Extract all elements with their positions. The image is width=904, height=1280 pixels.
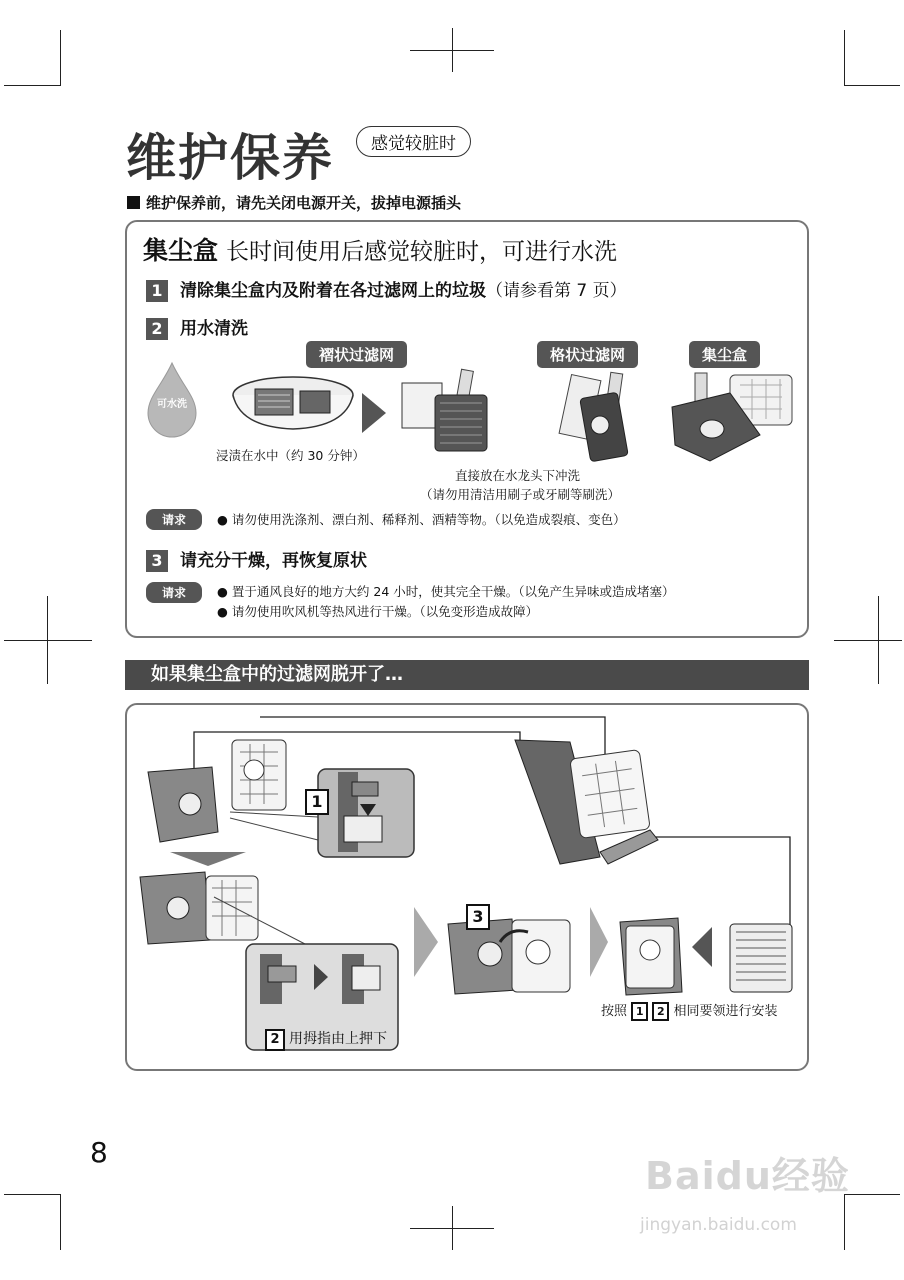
step-number: 1 xyxy=(146,280,168,302)
dust-box-heading xyxy=(143,231,617,267)
step-text: 用水清洗 xyxy=(180,319,248,339)
dust-box-step3 xyxy=(448,919,570,994)
request-bullet: ● 置于通风良好的地方大约 24 小时，使其完全干燥。（以免产生异味或造成堵塞） xyxy=(217,584,675,599)
dust-box-installed xyxy=(620,918,682,995)
step-3 xyxy=(146,546,367,572)
dust-box-rinse xyxy=(672,373,792,461)
request-text: 请勿使用洗涤剂、漂白剂、稀释剂、酒精等物。（以免造成裂痕、变色） xyxy=(231,512,626,527)
step-text: 清除集尘盒内及附着在各过滤网上的垃圾 xyxy=(180,281,486,301)
drop-label: 可水洗 xyxy=(157,399,187,410)
crop-mark xyxy=(4,1194,60,1195)
step-1 xyxy=(146,276,627,302)
request-tag: 请求 xyxy=(146,582,202,603)
rinse-caption-2: （请勿用清洁用刷子或牙刷等刷洗） xyxy=(420,487,621,502)
pleated-filter-rinse xyxy=(402,369,487,451)
label-pleated-filter: 褶状过滤网 xyxy=(306,341,407,368)
label-grid-filter: 格状过滤网 xyxy=(537,341,638,368)
install-badge-1: 1 xyxy=(631,1002,648,1021)
crop-mark xyxy=(410,1228,494,1229)
arrow-left-icon xyxy=(692,927,712,967)
arrow-right-icon xyxy=(362,393,386,433)
install-prefix: 按照 xyxy=(601,1004,628,1019)
watermark-logo: Baidu经验 xyxy=(645,1154,850,1198)
crop-mark xyxy=(4,640,92,641)
safety-notice xyxy=(127,192,461,213)
step-text: 请充分干燥，再恢复原状 xyxy=(180,551,367,571)
step-note: （请参看第 7 页） xyxy=(486,281,627,301)
request-text: 置于通风良好的地方大约 24 小时，使其完全干燥。（以免产生异味或造成堵塞） xyxy=(231,584,675,599)
step-badge-2: 2 xyxy=(265,1029,285,1051)
crop-mark xyxy=(844,1194,845,1250)
request-bullet: ● 请勿使用吹风机等热风进行干燥。（以免变形造成故障） xyxy=(217,604,539,619)
crop-mark xyxy=(834,640,902,641)
request-tag: 请求 xyxy=(146,509,202,530)
step-badge-1: 1 xyxy=(305,789,329,815)
safety-notice-text: 维护保养前，请先关闭电源开关，拔掉电源插头 xyxy=(146,194,462,212)
watermark-url: jingyan.baidu.com xyxy=(640,1215,797,1235)
install-suffix: 相同要领进行安装 xyxy=(673,1004,778,1019)
dust-box-tilted xyxy=(515,740,658,864)
crop-mark xyxy=(844,85,900,86)
arrow-down-icon xyxy=(170,852,246,866)
install-badge-2: 2 xyxy=(652,1002,669,1021)
section-banner: 如果集尘盒中的过滤网脱开了… xyxy=(125,660,809,690)
step-2 xyxy=(146,314,248,340)
page-number: 8 xyxy=(90,1136,108,1169)
page-title: 维护保养 xyxy=(126,129,334,187)
dust-box-title: 集尘盒 xyxy=(143,236,219,265)
water-drop-icon xyxy=(148,363,196,437)
grid-filter-rinse xyxy=(559,372,628,461)
step-number: 2 xyxy=(146,318,168,340)
install-caption xyxy=(601,1000,777,1021)
soak-caption: 浸渍在水中（约 30 分钟） xyxy=(216,448,365,463)
crop-mark xyxy=(60,1194,61,1250)
crop-mark xyxy=(844,30,845,86)
dust-box-closed xyxy=(140,872,258,944)
request-bullet: ● 请勿使用洗涤剂、漂白剂、稀释剂、酒精等物。（以免造成裂痕、变色） xyxy=(217,512,626,527)
step-number: 3 xyxy=(146,550,168,572)
crop-mark xyxy=(60,30,61,86)
step-2-caption xyxy=(265,1028,387,1051)
step-badge-3: 3 xyxy=(466,904,490,930)
crop-mark xyxy=(844,1194,900,1195)
dust-box-subtitle: 长时间使用后感觉较脏时，可进行水洗 xyxy=(226,239,618,265)
soaking-basin xyxy=(233,377,353,429)
arrow-right-icon xyxy=(590,907,608,977)
request-text: 请勿使用吹风机等热风进行干燥。（以免变形造成故障） xyxy=(231,604,539,619)
crop-mark xyxy=(4,85,60,86)
label-dust-box: 集尘盒 xyxy=(689,341,760,368)
rinse-caption-1: 直接放在水龙头下冲洗 xyxy=(455,468,581,483)
square-bullet-icon xyxy=(127,196,140,209)
step-2-text: 用拇指由上押下 xyxy=(289,1031,387,1047)
pleated-filter xyxy=(730,924,792,992)
crop-mark xyxy=(410,50,494,51)
arrow-right-icon xyxy=(414,907,438,977)
title-tag: 感觉较脏时 xyxy=(356,126,471,157)
